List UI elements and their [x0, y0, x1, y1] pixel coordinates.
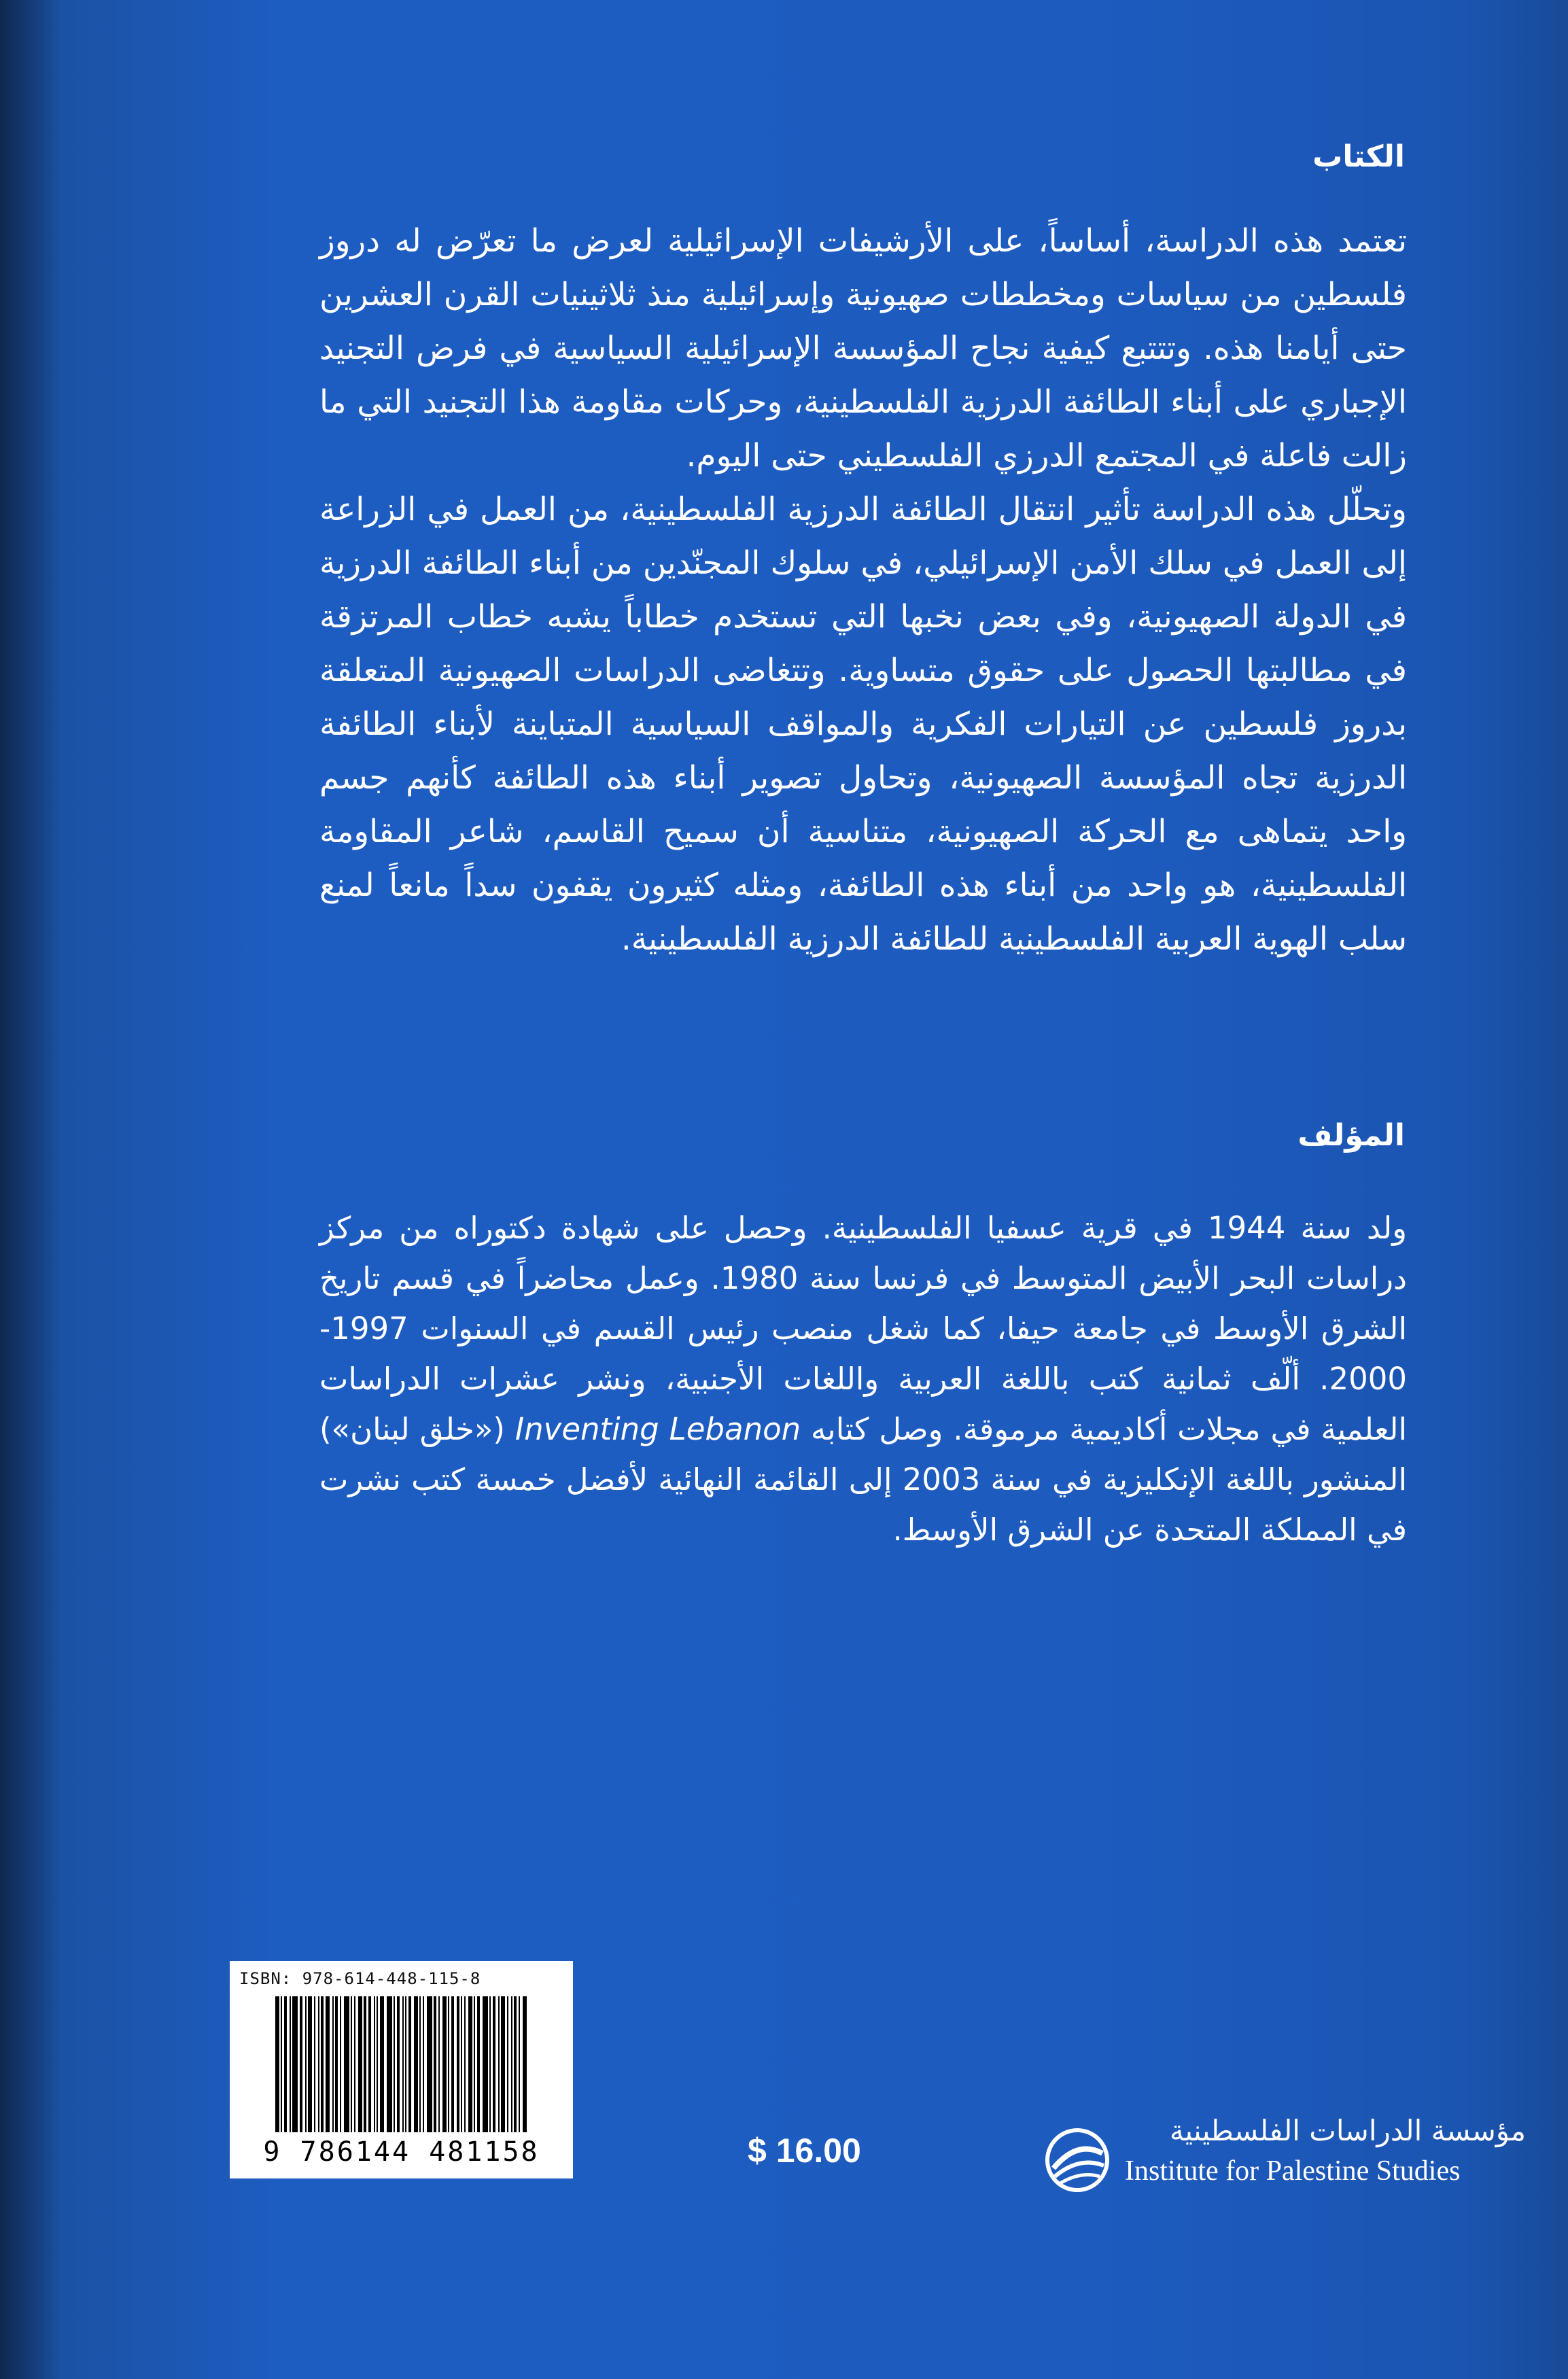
- barcode-bar: [305, 1996, 307, 2132]
- barcode-bar: [434, 1996, 436, 2132]
- barcode-bar: [314, 1996, 315, 2132]
- book-title-english: Inventing Lebanon: [515, 1411, 801, 1447]
- barcode-bar: [493, 1996, 495, 2132]
- author-bio: [319, 1203, 1407, 1555]
- publisher-block: [1040, 2114, 1529, 2195]
- barcode-bar: [374, 1996, 375, 2132]
- barcode-bar: [457, 1996, 459, 2132]
- barcode-bar: [501, 1996, 505, 2132]
- barcode-bar: [394, 1996, 395, 2132]
- barcode-bar: [408, 1996, 411, 2132]
- author-section-heading: المؤلف: [1297, 1118, 1405, 1153]
- author-paragraph: [319, 1203, 1407, 1555]
- barcode-bar: [368, 1996, 371, 2132]
- barcode-bar: [507, 1996, 508, 2132]
- publisher-name-arabic: مؤسسة الدراسات الفلسطينية: [1169, 2114, 1526, 2147]
- barcode-bar: [468, 1996, 472, 2132]
- barcode-label: [230, 1961, 573, 2178]
- barcode-bar: [284, 1996, 287, 2132]
- barcode-bar: [498, 1996, 500, 2132]
- author-text-part-1: ولد سنة 1944 في قرية عسفيا الفلسطينية. وحصل على شهادة دكتوراه من مركز دراسات البحر الأبيض المتوسط في فرنسا سنة 1980. وعمل محاضراً في قسم تاريخ الشرق الأوسط في جامعة حيفا، كما شغل منصب رئيس القسم في السنوات 1997-2000. ألّف ثمانية كتب باللغة العربية واللغات الأجنبية، ونشر عشرات الدراسات العلمية في مجلات أكاديمية مرموقة. وصل كتابه: [319, 1210, 1408, 1447]
- book-paragraph-2: وتحلّل هذه الدراسة تأثير انتقال الطائفة الدرزية الفلسطينية، من العمل في الزراعة إلى العمل في سلك الأمن الإسرائيلي، في سلوك المجنّدين من أبناء الطائفة الدرزية في الدولة الصهيونية، وفي بعض نخبها التي تستخدم خطاباً يشبه خطاب المرتزقة في مطالبتها الحصول على حقوق متساوية. وتتغاضى الدراسات الصهيونية المتعلقة بدروز فلسطين عن التيارات الفكرية والمواقف السياسية المتباينة لأبناء الطائفة الدرزية تجاه المؤسسة الصهيونية، وتحاول تصوير أبناء هذه الطائفة كأنهم جسم واحد يتماهى مع الحركة الصهيونية، متناسية أن سميح القاسم، شاعر المقاومة الفلسطينية، هو واحد من أبناء هذه الطائفة، ومثله كثيرون يقفون سداً مانعاً لمنع سلب الهوية العربية الفلسطينية للطائفة الدرزية الفلسطينية.: [319, 491, 1407, 958]
- barcode-bar: [340, 1996, 341, 2132]
- barcode-bar: [414, 1996, 418, 2132]
- barcode-bar: [318, 1996, 319, 2132]
- barcode-bar: [332, 1996, 334, 2132]
- barcode-bar: [464, 1996, 466, 2132]
- barcode-bar: [461, 1996, 462, 2132]
- barcode-bar: [489, 1996, 491, 2132]
- barcode-bar: [397, 1996, 400, 2132]
- price-label: $ 16.00: [748, 2132, 861, 2170]
- book-description: [319, 214, 1407, 966]
- barcode-bar: [308, 1996, 312, 2132]
- barcode-bar: [442, 1996, 447, 2132]
- barcode-digits: 9 786144 481158: [263, 2136, 540, 2168]
- barcode-bar: [364, 1996, 366, 2132]
- barcode-bar: [519, 1996, 520, 2132]
- barcode-bar: [511, 1996, 512, 2132]
- barcode-bar: [358, 1996, 362, 2132]
- barcode-bar: [474, 1996, 475, 2132]
- barcode-bar: [523, 1996, 527, 2132]
- isbn-text: ISBN: 978-614-448-115-8: [239, 1969, 481, 1988]
- book-paragraph-1: تعتمد هذه الدراسة، أساساً، على الأرشيفات الإسرائيلية لعرض ما تعرّض له دروز فلسطين من سياسات ومخططات صهيونية وإسرائيلية منذ ثلاثينيات القرن العشرين حتى أيامنا هذه. وتتتبع كيفية نجاح المؤسسة الإسرائيلية السياسية في فرض التجنيد الإجباري على أبناء الطائفة الدرزية الفلسطينية، وحركات مقاومة هذا التجنيد التي ما زالت فاعلة في المجتمع الدرزي الفلسطيني حتى اليوم.: [319, 222, 1407, 474]
- barcode-bar: [326, 1996, 330, 2132]
- spine-shadow: [0, 0, 61, 2379]
- barcode-bars: [239, 1996, 563, 2132]
- barcode-bar: [275, 1996, 279, 2132]
- barcode-bar: [380, 1996, 384, 2132]
- publisher-logo-icon: [1040, 2126, 1115, 2194]
- barcode-bar: [351, 1996, 352, 2132]
- barcode-bar: [448, 1996, 449, 2132]
- book-section-heading: الكتاب: [1312, 139, 1405, 174]
- barcode-bar: [387, 1996, 392, 2132]
- barcode-bar: [451, 1996, 454, 2132]
- barcode-bar: [335, 1996, 338, 2132]
- barcode-bar: [354, 1996, 355, 2132]
- barcode-bar: [514, 1996, 517, 2132]
- barcode-bar: [300, 1996, 302, 2132]
- author-text-part-2: («خلق لبنان») المنشور باللغة الإنكليزية في سنة 2003 إلى القائمة النهائية لأفضل خمسة كتب نشرت في المملكة المتحدة عن الشرق الأوسط.: [319, 1411, 1407, 1548]
- barcode-bar: [281, 1996, 282, 2132]
- barcode-bar: [438, 1996, 440, 2132]
- publisher-name-english: Institute for Palestine Studies: [1125, 2155, 1461, 2187]
- barcode-bar: [483, 1996, 488, 2132]
- barcode-bar: [344, 1996, 349, 2132]
- barcode-bar: [292, 1996, 298, 2132]
- barcode-bar: [419, 1996, 421, 2132]
- barcode-bar: [423, 1996, 424, 2132]
- barcode-bar: [290, 1996, 291, 2132]
- barcode-bar: [405, 1996, 406, 2132]
- barcode-bar: [477, 1996, 480, 2132]
- barcode-bar: [427, 1996, 432, 2132]
- barcode-bar: [377, 1996, 378, 2132]
- barcode-bar: [321, 1996, 324, 2132]
- barcode-bar: [402, 1996, 404, 2132]
